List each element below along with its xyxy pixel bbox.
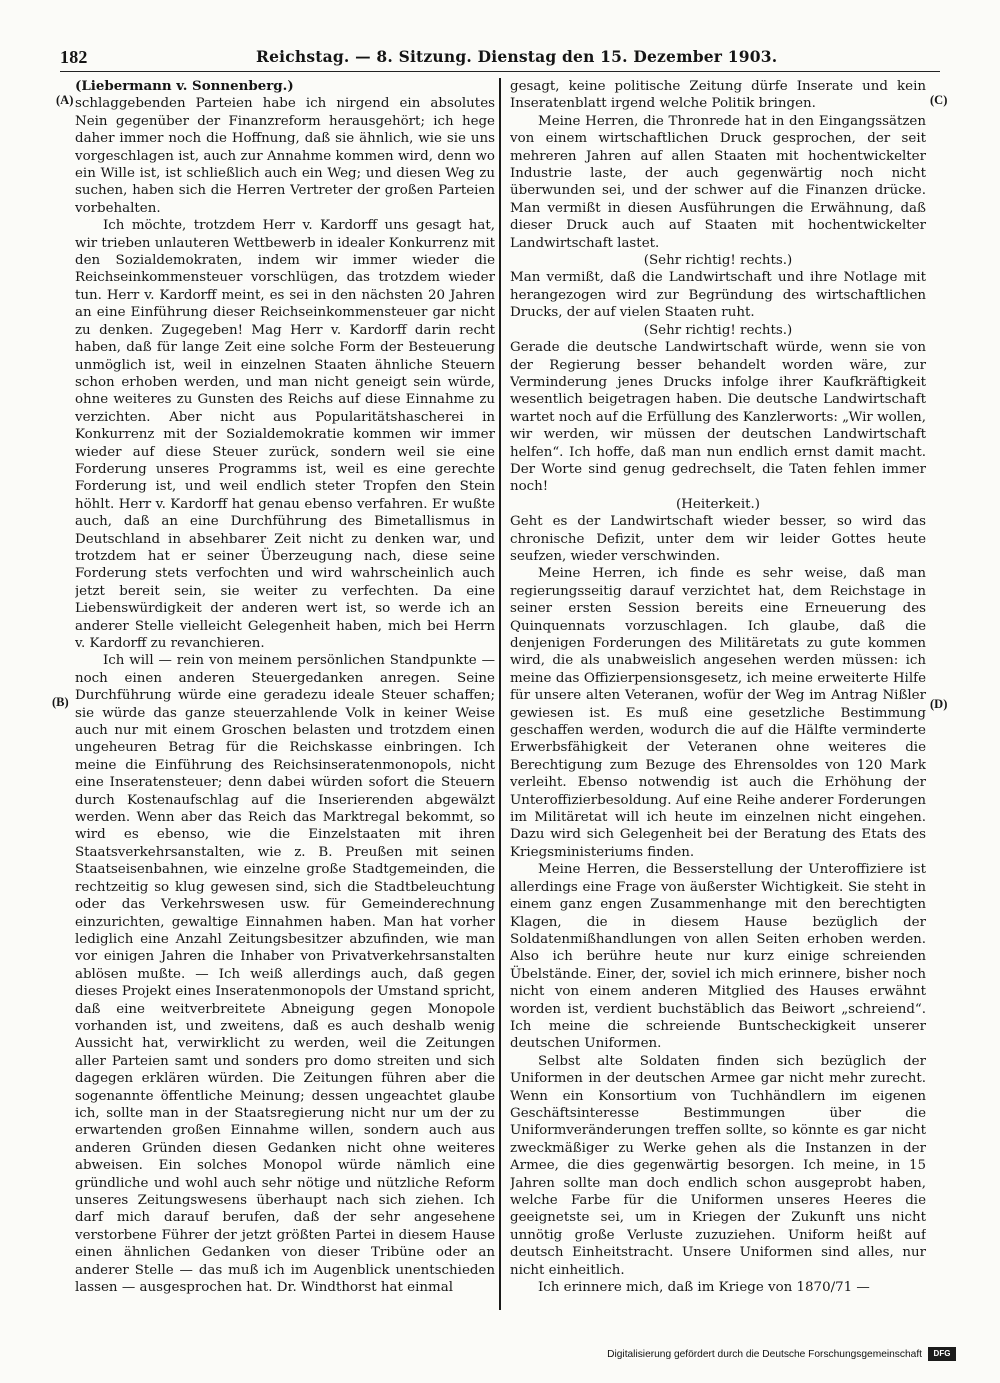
paragraph: gesagt, keine politische Zeitung dürfe Inserate und kein Inseratenblatt irgend welche Politik bringen.	[510, 79, 926, 112]
paragraph: Geht es der Landwirtschaft wieder besser, so wird das chronische Defizit, unter dem wir leider Gottes heute seufzen, wieder verschwinden.	[510, 514, 926, 564]
interjection: (Heiterkeit.)	[676, 496, 760, 512]
paragraph: Gerade die deutsche Landwirtschaft würde, wenn sie von der Regierung besser behandelt worden wäre, zur Verminderung jenes Drucks infolge ihrer Kaufkräftigkeit wesentlich beigetragen haben. Die deutsche Landwirtschaft wartet noch auf die Erfüllung des Kanzlerworts: „Wir wollen, wir werden, wir müssen der deutschen Landwirtschaft helfen“. Ich hoffe, daß man nun endlich ernst damit macht. Der Worte sind genug gedrechselt, die Taten fehlen immer noch!	[510, 340, 926, 495]
digitization-credit	[607, 1347, 956, 1361]
margin-mark-a: (A)	[56, 93, 74, 107]
right-column	[510, 78, 926, 1308]
margin-mark-c: (C)	[930, 93, 948, 107]
paragraph: Ich will — rein von meinem persönlichen Standpunkte — noch einen anderen Steuergedanken anregen. Seine Durchführung würde eine geradezu ideale Steuer schaffen; sie würde das ganze steuerzahlende Volk in keiner Weise auch nur mit einem Groschen belasten und trotzdem einen ungeheuren Betrag für die Reichskasse einbringen. Ich meine die Einführung des Reichsinseratenmonopols, nicht eine Inseratensteuer; denn dabei würden sofort die Steuern durch Kostenaufschlag auf die Inserierenden abgewälzt werden. Wenn aber das Reich das Marktregal bekommt, so wird es ebenso, wie die Einzelstaaten mit ihren Staatsverkehrsanstalten, wie z. B. Preußen mit seinen Staatseisenbahnen, wie einzelne große Stadtgemeinden, die rechtzeitig so klug gewesen sind, sich die Stadtbeleuchtung oder das Verkehrswesen usw. für Gemeinderechnung einzurichten, gewaltige Einnahmen haben. Man hat vorher lediglich eine Anzahl Zeitungsbesitzer abzufinden, wie man vor einigen Jahren die Inhaber von Privatverkehrsanstalten ablösen mußte. — Ich weiß allerdings auch, daß gegen dieses Projekt eines Inseratenmonopols der Umstand spricht, daß eine weitverbreitete Abneigung gegen Monopole vorhanden ist, und zweitens, daß es auch deshalb wenig Aussicht hat, verwirklicht zu werden, weil die Zeitungen aller Parteien samt und sonders pro domo streiten und sich dagegen erklären würden. Die Zeitungen führen aber die sogenannte öffentliche Meinung; dessen ungeachtet glaube ich, sollte man in der Staatsregierung nicht nur um der zu erwartenden großen Einnahme willen, sondern auch aus anderen Gründen diesen Gedanken nicht ohne weiteres abweisen. Ein solches Monopol würde nämlich eine gründliche und wohl auch sehr nötige und nützliche Reform unseres Zeitungswesens überhaupt nach sich ziehen. Ich darf mich darauf berufen, daß der sehr angesehene verstorbene Führer der jetzt größten Partei in diesem Hause einen ähnlichen Gedanken von dieser Tribüne oder an anderer Stelle — das muß ich im Augenblick unentschieden lassen — ausgesprochen hat. Dr. Windthorst hat einmal	[75, 653, 495, 1296]
left-column	[75, 78, 495, 1308]
paragraph: Man vermißt, daß die Landwirtschaft und ihre Notlage mit herangezogen wird zur Begründung des wirtschaftlichen Drucks, der auf vielen Staaten ruht.	[510, 270, 926, 321]
running-header	[60, 45, 940, 72]
interjection: (Sehr richtig! rechts.)	[643, 322, 793, 338]
speaker-name: (Liebermann v. Sonnenberg.)	[75, 78, 294, 94]
paragraph: Selbst alte Soldaten finden sich bezüglich der Uniformen in der deutschen Armee gar nicht mehr zurecht. Wenn ein Konsortium von Tuchhändlern im eigenen Geschäftsinteresse Bestimmungen über die Uniformveränderungen treffen sollte, so könnte es gar nicht zweckmäßiger zu Werke gehen als die Instanzen in der Armee, die dies gegenwärtig besorgen. Ich meine, in 15 Jahren sollte man doch endlich schon ausgeprobt haben, welche Farbe für die Uniformen unseres Heeres die geeignetste sei, um in Kriegen der Zukunft uns nicht unnötig große Verluste zuzuziehen. Uniform heißt auf deutsch Einheitstracht. Unsere Uniformen sind alles, nur nicht einheitlich.	[510, 1053, 926, 1278]
page-number: 182	[60, 47, 88, 67]
paragraph: Meine Herren, die Thronrede hat in den Eingangssätzen von einem wirtschaftlichen Druck gesprochen, der seit mehreren Jahren auf allen Staaten mit hochentwickelter Industrie laste, der auch gegenwärtig noch nicht überwunden sei, und der schwer auf die Finanzen drücke. Man vermißt in diesen Ausführungen die Erwähnung, daß dieser Druck auch auf Staaten mit hochentwickelter Landwirtschaft lastet.	[510, 113, 926, 251]
running-head-title: Reichstag. — 8. Sitzung. Dienstag den 15. Dezember 1903.	[256, 47, 778, 66]
paragraph: Ich erinnere mich, daß im Kriege von 1870/71 —	[538, 1280, 870, 1296]
margin-mark-d: (D)	[930, 697, 948, 711]
column-divider	[499, 78, 501, 1310]
paragraph: schlaggebenden Parteien habe ich nirgend ein absolutes Nein gegenüber der Finanzreform herausgehört; ich hege daher immer noch die Hoffnung, daß sie ähnlich, wie sie uns vorgeschlagen ist, auch zur Annahme kommen wird, denn wo ein Wille ist, ist schließlich auch ein Weg; und diesen Weg zu suchen, haben sich die Herren Vertreter der großen Parteien vorbehalten.	[75, 96, 495, 216]
dfg-logo: DFG	[928, 1347, 956, 1361]
margin-mark-b: (B)	[52, 695, 69, 709]
paragraph: Meine Herren, ich finde es sehr weise, daß man regierungsseitig darauf verzichtet hat, dem Reichstage in seiner ersten Session bereits eine Erneuerung des Quinquennats vorzuschlagen. Ich glaube, daß die denjenigen Forderungen des Militäretats zu gute kommen wird, die als unabweislich angesehen werden müssen: ich meine das Offizierpensionsgesetz, ich meine erweiterte Hilfe für unsere alten Veteranen, wofür der Weg im Antrag Nißler gewiesen ist. Es muß eine gesetzliche Bestimmung geschaffen werden, wodurch die auf die Hälfte verminderte Erwerbsfähigkeit der Veteranen ohne weiteres die Berechtigung zum Bezuge des Ehrensoldes von 120 Mark verleiht. Ebenso notwendig ist auch die Erhöhung der Unteroffizierbesoldung. Auf eine Reihe anderer Forderungen im Militäretat will ich heute im einzelnen nicht eingehen. Dazu wird sich Gelegenheit bei der Beratung des Etats des Kriegsministeriums finden.	[510, 566, 926, 860]
credit-text: Digitalisierung gefördert durch die Deutsche Forschungsgemeinschaft	[607, 1348, 922, 1360]
paragraph: Meine Herren, die Besserstellung der Unteroffiziere ist allerdings eine Frage von äußerster Wichtigkeit. Sie steht in einem ganz engen Zusammenhange mit den berechtigten Klagen, die in diesem Hause bezüglich der Soldatenmißhandlungen von allen Seiten erhoben werden. Also ich berühre heute nur kurz einige schreienden Übelstände. Einer, der, soviel ich mich erinnere, bisher noch nicht von einem anderen Mitglied des Hauses erwähnt worden ist, verdient buchstäblich das Beiwort „schreiend“. Ich meine die schreiende Buntscheckigkeit unserer deutschen Uniformen.	[510, 862, 926, 1052]
paragraph: Ich möchte, trotzdem Herr v. Kardorff uns gesagt hat, wir trieben unlauteren Wettbewerb in idealer Konkurrenz mit den Sozialdemokraten, indem wir immer wieder die Reichseinkommensteuer vorschlügen, das trotzdem wieder tun. Herr v. Kardorff meint, es sei in den nächsten 20 Jahren an eine Einführung dieser Reichseinkommensteuer gar nicht zu denken. Zugegeben! Mag Herr v. Kardorff darin recht haben, daß für lange Zeit eine solche Form der Besteuerung unmöglich ist, weil in einzelnen Staaten ähnliche Steuern schon erhoben werden, und man nicht geneigt sein würde, ohne weiteres zu Gunsten des Reichs auf diese Einnahme zu verzichten. Aber nicht aus Popularitätshascherei in Konkurrenz mit der Sozialdemokratie kommen wir immer wieder auf diese Steuer zurück, sondern weil sie eine Forderung unseres Programms ist, weil es eine gerechte Forderung ist, und weil endlich steter Tropfen den Stein höhlt. Herr v. Kardorff hat genau ebenso verfahren. Er wußte auch, daß an eine Durchführung des Bimetallismus in Deutschland in absehbarer Zeit nicht zu denken war, und trotzdem hat er seiner Überzeugung nach, diese seine Forderung stets verfochten und wird wahrscheinlich auch jetzt bereit sein, sie weiter zu verfechten. Da eine Liebenswürdigkeit der anderen wert ist, so werde ich an anderer Stelle vielleicht Gelegenheit haben, mich bei Herrn v. Kardorff zu revanchieren.	[75, 218, 495, 651]
interjection: (Sehr richtig! rechts.)	[643, 253, 793, 269]
